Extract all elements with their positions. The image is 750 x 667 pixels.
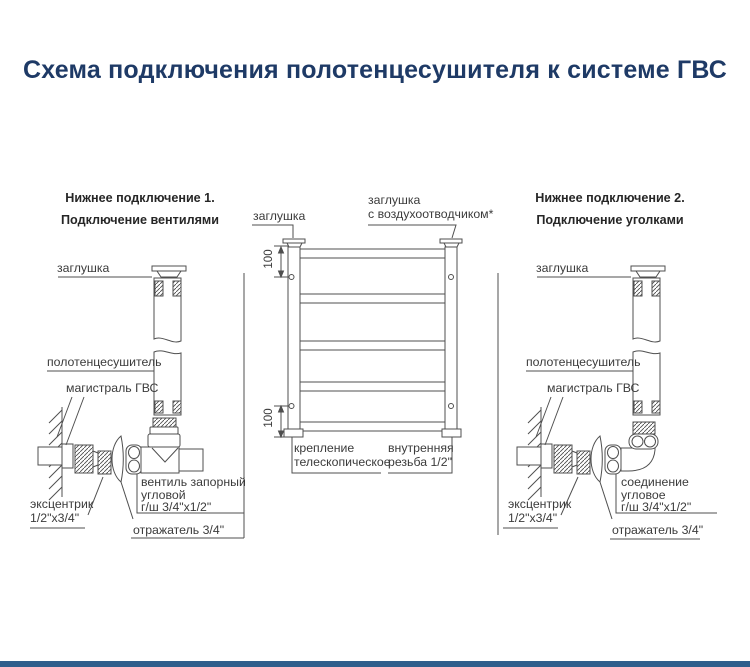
label-internal-thread-line1: внутренняя <box>388 441 454 455</box>
label-angle-union-line1: соединение <box>621 475 689 489</box>
label-eccentric-line2: 1/2"х3/4" <box>30 511 80 525</box>
label-reflector: отражатель 3/4" <box>133 523 225 537</box>
label-hot-water-main: магистраль ГВС <box>66 381 159 395</box>
left-diagram-heading-1: Нижнее подключение 1. <box>65 191 215 205</box>
label-cap-air-vent-line1: заглушка <box>368 193 421 207</box>
label-internal-thread-line2: резьба 1/2" <box>388 455 452 469</box>
page-title: Схема подключения полотенцесушителя к системе ГВС <box>23 56 727 84</box>
label-telescopic-mount-line2: телескопическое <box>294 455 391 469</box>
label-eccentric-right-line2: 1/2"х3/4" <box>508 511 558 525</box>
reflector-rosette-right <box>591 436 602 482</box>
left-diagram-heading-2: Подключение вентилями <box>61 213 219 227</box>
label-cap-air-vent <box>368 193 493 221</box>
angle-valve <box>126 418 203 474</box>
label-towel-rail-right: полотенцесушитель <box>526 355 641 369</box>
label-angle-valve-line1: вентиль запорный <box>141 475 246 489</box>
label-angle-union-line2: угловое <box>621 487 666 502</box>
label-eccentric-right <box>508 497 571 525</box>
towel-rail-rungs <box>300 249 445 431</box>
label-angle-valve-line3: г/ш 3/4"х1/2" <box>141 500 212 514</box>
label-cap-right-diagram: заглушка <box>536 261 589 275</box>
label-towel-rail: полотенцесушитель <box>47 355 162 369</box>
cap-plug-right <box>631 266 665 277</box>
rail-caps <box>283 239 462 247</box>
eccentric-fittings <box>75 445 111 474</box>
label-angle-valve <box>141 476 246 514</box>
label-eccentric-line1: эксцентрик <box>30 497 94 511</box>
cap-plug <box>152 266 186 277</box>
hot-water-main-pipe <box>38 444 73 468</box>
label-reflector-right: отражатель 3/4" <box>612 523 704 537</box>
angle-union-elbow <box>605 422 658 474</box>
right-diagram-heading-2: Подключение уголками <box>536 213 684 227</box>
label-eccentric <box>30 497 93 525</box>
label-hot-water-main-right: магистраль ГВС <box>547 381 640 395</box>
footer-bar <box>0 661 750 667</box>
label-eccentric-right-line1: эксцентрик <box>508 497 572 511</box>
label-cap: заглушка <box>57 261 110 275</box>
label-cap-air-vent-line2: с воздухоотводчиком* <box>368 207 494 221</box>
label-telescopic-mount-line1: крепление <box>294 441 355 455</box>
hot-water-main-pipe-right <box>517 444 552 468</box>
dimension-top-100: 100 <box>263 249 275 269</box>
dimension-lines <box>274 246 288 437</box>
label-internal-thread <box>388 441 454 469</box>
label-angle-union <box>621 476 691 514</box>
right-diagram-heading-1: Нижнее подключение 2. <box>535 191 685 205</box>
label-angle-union-line3: г/ш 3/4"х1/2" <box>621 500 692 514</box>
label-cap-middle-left: заглушка <box>253 209 306 223</box>
label-angle-valve-line2: угловой <box>141 487 186 502</box>
dimension-bottom-100: 100 <box>263 408 275 428</box>
eccentric-fittings-right <box>554 445 590 474</box>
reflector-rosette <box>112 436 123 482</box>
label-telescopic-mount <box>294 441 391 469</box>
